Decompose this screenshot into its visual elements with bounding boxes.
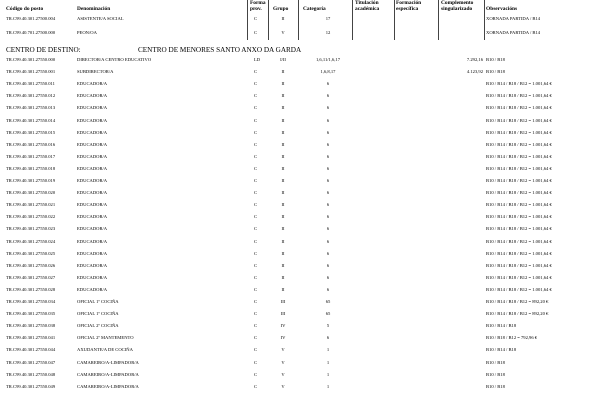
cell-observaciones: B10 / B14 / B18: [486, 347, 517, 353]
cell-categoria: 6: [326, 190, 330, 196]
cell-observaciones: B10 / B14 / B18 / B12 = 1.001,64 €: [486, 250, 552, 256]
cell-categoria: 6: [326, 335, 330, 341]
cell-denominacion: EDUCADOR/A: [77, 190, 108, 196]
cell-forma: C: [254, 93, 258, 99]
table-row: [0, 142, 612, 148]
cell-codigo: TR.C99.40.301.27550.049: [6, 383, 56, 389]
table-row: [0, 287, 612, 293]
cell-forma: C: [254, 153, 258, 159]
cell-grupo: IV: [280, 323, 286, 329]
cell-forma: C: [254, 323, 258, 329]
table-row: [0, 69, 612, 75]
cell-categoria: 6: [326, 105, 330, 111]
cell-codigo: TR.C99.40.701.27500.000: [6, 30, 56, 35]
cell-categoria: 6: [326, 202, 330, 208]
cell-forma: C: [254, 371, 258, 377]
cell-forma: C: [254, 30, 258, 35]
cell-denominacion: EDUCADOR/A: [77, 286, 108, 292]
cell-observaciones: B10 / B14 / B18 / B12 = 1.001,64 €: [486, 153, 552, 159]
cell-forma: C: [254, 178, 258, 183]
cell-categoria: 6: [326, 226, 330, 232]
cell-grupo: V: [281, 383, 285, 389]
cell-forma: C: [254, 117, 258, 123]
cell-grupo: II: [281, 16, 285, 21]
cell-denominacion: EDUCADOR/A: [77, 226, 108, 232]
cell-codigo: TR.C99.40.301.27550.038: [6, 323, 56, 329]
table-row: [0, 323, 612, 329]
cell-forma: C: [254, 16, 258, 21]
table-row: [0, 57, 612, 63]
cell-denominacion: EDUCADOR/A: [77, 250, 108, 256]
cell-denominacion: EDUCADOR/A: [77, 81, 108, 87]
cell-codigo: TR.C99.40.301.27550.047: [6, 359, 56, 365]
cell-codigo: TR.C99.40.301.27550.012: [6, 93, 56, 99]
cell-grupo: II: [281, 226, 285, 232]
cell-denominacion: EDUCADOR/A: [77, 202, 108, 208]
cell-codigo: TR.C99.40.301.27500.004: [6, 16, 56, 21]
cell-forma: C: [254, 190, 258, 196]
header-forma-prov: Forma prov.: [250, 0, 266, 12]
header-codigo: Código do posto: [6, 6, 44, 12]
cell-denominacion: EDUCADOR/A: [77, 105, 108, 111]
cell-observaciones: B10 / B14 / B18 / B12 = 1.001,64 €: [486, 226, 552, 232]
cell-codigo: TR.C99.40.301.27550.014: [6, 117, 56, 123]
cell-observaciones: B10 / B14 / B18 / B12 = 1.001,64 €: [486, 274, 552, 280]
cell-forma: C: [254, 226, 258, 232]
cell-observaciones: B10 / B18 / B12 = 792,96 €: [486, 335, 538, 341]
cell-categoria: 6: [326, 238, 330, 244]
cell-categoria: 6: [326, 141, 330, 147]
cell-grupo: III: [280, 311, 286, 317]
cell-observaciones: B10 / B14 / B18 / B12 = 1.001,64 €: [486, 105, 552, 111]
cell-categoria: 6: [326, 153, 330, 159]
cell-denominacion: OFICIAL 2º COCIÑA: [77, 323, 119, 329]
cell-forma: C: [254, 202, 258, 208]
cell-grupo: II: [281, 214, 285, 220]
cell-categoria: 6: [326, 250, 330, 256]
cell-forma: C: [254, 299, 258, 304]
cell-grupo: V: [281, 371, 285, 377]
cell-grupo: II: [281, 105, 285, 111]
table-row: [0, 226, 612, 232]
table-row: [0, 154, 612, 160]
cell-denominacion: EDUCADOR/A: [77, 274, 108, 280]
cell-codigo: TR.C99.40.301.27550.035: [6, 311, 56, 317]
cell-denominacion: EDUCADOR/A: [77, 141, 108, 147]
cell-codigo: TR.C99.40.301.27550.025: [6, 250, 56, 256]
cell-denominacion: EDUCADOR/A: [77, 214, 108, 220]
cell-forma: C: [254, 214, 258, 220]
cell-forma: C: [254, 81, 258, 87]
cell-forma: C: [254, 286, 258, 292]
cell-observaciones: B10 / B14 / B18 / B12 = 1.001,64 €: [486, 178, 552, 183]
cell-categoria: 5: [326, 323, 330, 329]
cell-codigo: TR.C99.40.301.27550.011: [6, 81, 55, 87]
section-label: CENTRO DE DESTINO:: [6, 46, 81, 54]
cell-observaciones: B10 / B14 / B18 / B12 = 1.001,64 €: [486, 286, 552, 292]
cell-categoria: 1,6,11/1,6,17: [315, 57, 341, 62]
cell-denominacion: ASISTENTE/A SOCIAL: [77, 16, 124, 21]
cell-denominacion: EDUCADOR/A: [77, 178, 108, 183]
cell-observaciones: B10 / B14 / B18 / B12 = 1.001,64 €: [486, 93, 552, 99]
cell-grupo: II: [281, 274, 285, 280]
header-observaciones: Observacións: [486, 6, 518, 12]
cell-observaciones: B10 / B18: [486, 57, 505, 62]
cell-codigo: TR.C99.40.301.27550.022: [6, 214, 56, 220]
cell-forma: C: [254, 335, 258, 341]
cell-categoria: 17: [325, 16, 331, 21]
cell-grupo: II: [281, 202, 285, 208]
cell-codigo: TR.C99.40.301.27550.041: [6, 335, 56, 341]
cell-observaciones: XORNADA PARTIDA / B14: [486, 16, 541, 21]
cell-observaciones: B10 / B14 / B18 / B12 = 1.001,64 €: [486, 117, 552, 123]
cell-observaciones: B10 / B14 / B18 / B12 = 1.001,64 €: [486, 81, 552, 87]
cell-categoria: 6: [326, 81, 330, 87]
cell-codigo: TR.C99.40.301.27550.017: [6, 153, 56, 159]
cell-codigo: TR.C99.40.301.27550.020: [6, 190, 56, 196]
cell-categoria: 1: [326, 359, 330, 365]
cell-observaciones: B10 / B14 / B18 / B12 = 1.001,64 €: [486, 238, 552, 244]
cell-grupo: II: [281, 141, 285, 147]
cell-grupo: V: [281, 30, 285, 35]
cell-forma: LD: [254, 57, 261, 62]
table-row: [0, 202, 612, 208]
cell-categoria: 6: [326, 129, 330, 135]
cell-codigo: TR.C99.40.301.27550.016: [6, 141, 56, 147]
cell-codigo: TR.C99.40.301.27550.027: [6, 274, 56, 280]
cell-denominacion: EDUCADOR/A: [77, 129, 108, 135]
cell-categoria: 6: [326, 178, 330, 183]
cell-observaciones: B10 / B14 / B18 / B12 = 1.001,64 €: [486, 262, 552, 268]
table-row: [0, 130, 612, 136]
cell-observaciones: B10 / B14 / B18 / B12 = 1.001,64 €: [486, 141, 552, 147]
cell-grupo: II: [281, 81, 285, 87]
cell-observaciones: B10 / B14 / B18 / B12 = 892,20 €: [486, 299, 549, 304]
cell-grupo: II: [281, 93, 285, 99]
cell-observaciones: B10 / B14 / B18 / B12 = 1.001,64 €: [486, 214, 552, 220]
cell-forma: C: [254, 141, 258, 147]
cell-categoria: 6: [326, 117, 330, 123]
cell-forma: C: [254, 69, 258, 75]
cell-denominacion: CAMAREIRO/A-LIMPADOR/A: [77, 371, 139, 377]
table-row: [0, 372, 612, 378]
header-titulacion: Titulación académica: [355, 0, 380, 12]
cell-grupo: II: [281, 286, 285, 292]
cell-grupo: II: [281, 250, 285, 256]
table-row: [0, 105, 612, 111]
cell-codigo: TR.C99.40.301.27550.019: [6, 178, 56, 183]
cell-grupo: II: [281, 117, 285, 123]
cell-codigo: TR.C99.40.301.27550.028: [6, 286, 56, 292]
cell-categoria: 6: [326, 262, 330, 268]
cell-codigo: TR.C99.40.301.27550.026: [6, 262, 56, 268]
table-row: [0, 347, 612, 353]
cell-denominacion: PEON/OA: [77, 30, 97, 35]
cell-categoria: 6: [326, 286, 330, 292]
cell-grupo: II: [281, 262, 285, 268]
table-row: [0, 335, 612, 341]
cell-categoria: 1: [326, 371, 330, 377]
cell-grupo: II: [281, 178, 285, 183]
header-grupo: Grupo: [273, 6, 289, 12]
cell-forma: C: [254, 250, 258, 256]
cell-denominacion: EDUCADOR/A: [77, 165, 108, 171]
cell-denominacion: EDUCADOR/A: [77, 93, 108, 99]
cell-denominacion: SUBDIRECTOR/A: [77, 69, 114, 75]
cell-forma: C: [254, 347, 258, 353]
cell-denominacion: OFICIAL 1º COCIÑA: [77, 299, 119, 304]
cell-grupo: III: [280, 299, 286, 304]
cell-categoria: 6: [326, 214, 330, 220]
cell-complemento: 4.123,92: [466, 69, 483, 75]
cell-grupo: IV: [280, 335, 286, 341]
cell-observaciones: B10 / B14 / B18 / B12 = 1.001,64 €: [486, 190, 552, 196]
table-row: [0, 118, 612, 124]
cell-observaciones: B10 / B14 / B18 / B12 = 1.001,64 €: [486, 202, 552, 208]
cell-grupo: II: [281, 153, 285, 159]
cell-denominacion: DIRECTOR/A CENTRO EDUCATIVO: [77, 57, 152, 62]
cell-grupo: II: [281, 190, 285, 196]
cell-grupo: I/II: [280, 57, 286, 62]
header-formacion: Formación específica: [396, 0, 422, 12]
cell-observaciones: B10 / B14 / B18 / B12 = 1.001,64 €: [486, 165, 552, 171]
cell-codigo: TR.C99.40.301.27550.023: [6, 226, 56, 232]
cell-observaciones: B10 / B18: [486, 383, 505, 389]
cell-denominacion: OFICIAL 1º COCIÑA: [77, 311, 119, 317]
cell-codigo: TR.C99.40.301.27550.024: [6, 238, 56, 244]
cell-codigo: TR.C99.40.301.27550.048: [6, 371, 56, 377]
cell-forma: C: [254, 129, 258, 135]
table-row: [0, 275, 612, 281]
cell-denominacion: EDUCADOR/A: [77, 153, 108, 159]
cell-denominacion: CAMAREIRO/A-LIMPADOR/A: [77, 359, 139, 365]
cell-forma: C: [254, 105, 258, 111]
cell-observaciones: B10 / B14 / B18 / B12 = 892,20 €: [486, 311, 549, 317]
cell-observaciones: B10 / B18: [486, 359, 505, 365]
cell-grupo: II: [281, 238, 285, 244]
table-row: [0, 214, 612, 220]
table-row: [0, 384, 612, 390]
cell-codigo: TR.C99.40.301.27550.034: [6, 299, 56, 304]
table-row: [0, 30, 612, 36]
cell-complemento: 7.292,16: [466, 57, 483, 62]
cell-denominacion: CAMAREIRO/A-LIMPADOR/A: [77, 383, 139, 389]
cell-categoria: 65: [325, 311, 331, 317]
table-row: [0, 263, 612, 269]
cell-codigo: TR.C99.40.301.27550.018: [6, 165, 56, 171]
cell-forma: C: [254, 165, 258, 171]
cell-observaciones: B10 / B14 / B18: [486, 323, 517, 329]
cell-denominacion: OFICIAL 2º MANTEMENTO: [77, 335, 134, 341]
cell-categoria: 6: [326, 274, 330, 280]
header-complemento: Complemento singularizado: [441, 0, 474, 12]
cell-denominacion: AXUDANTE/A DE COCIÑA: [77, 347, 133, 353]
cell-categoria: 65: [325, 299, 331, 304]
cell-observaciones: B10 / B18: [486, 69, 505, 75]
table-row: [0, 81, 612, 87]
cell-grupo: II: [281, 129, 285, 135]
cell-grupo: II: [281, 165, 285, 171]
table-row: [0, 93, 612, 99]
cell-codigo: TR.C99.40.301.27550.013: [6, 105, 56, 111]
table-row: [0, 178, 612, 184]
cell-denominacion: EDUCADOR/A: [77, 238, 108, 244]
cell-forma: C: [254, 262, 258, 268]
cell-grupo: V: [281, 359, 285, 365]
section-name: CENTRO DE MENORES SANTO ANXO DA GARDA: [138, 46, 302, 54]
cell-forma: C: [254, 311, 258, 317]
table-row: [0, 299, 612, 305]
cell-observaciones: B10 / B18: [486, 371, 505, 377]
table-row: [0, 360, 612, 366]
cell-categoria: 1: [326, 347, 330, 353]
cell-denominacion: EDUCADOR/A: [77, 262, 108, 268]
table-row: [0, 311, 612, 317]
table-row: [0, 16, 612, 22]
cell-grupo: II: [281, 69, 285, 75]
cell-codigo: TR.C99.40.301.27550.044: [6, 347, 56, 353]
table-row: [0, 239, 612, 245]
header-categoria: Categoría: [303, 6, 326, 12]
cell-forma: C: [254, 383, 258, 389]
cell-grupo: V: [281, 347, 285, 353]
cell-forma: C: [254, 359, 258, 365]
cell-forma: C: [254, 274, 258, 280]
cell-categoria: 12: [325, 30, 331, 35]
table-row: [0, 190, 612, 196]
cell-observaciones: XORNADA PARTIDA / B14: [486, 30, 541, 35]
table-row: [0, 166, 612, 172]
cell-forma: C: [254, 238, 258, 244]
cell-categoria: 1: [326, 383, 330, 389]
header-denominacion: Denominación: [77, 6, 111, 12]
cell-observaciones: B10 / B14 / B18 / B12 = 1.001,64 €: [486, 129, 552, 135]
cell-codigo: TR.C99.40.301.27550.000: [6, 57, 56, 62]
cell-codigo: TR.C99.40.301.27550.015: [6, 129, 56, 135]
cell-categoria: 6: [326, 93, 330, 99]
cell-codigo: TR.C99.40.301.27550.001: [6, 69, 56, 75]
cell-categoria: 1,6,8,17: [320, 69, 336, 75]
cell-categoria: 6: [326, 165, 330, 171]
cell-denominacion: EDUCADOR/A: [77, 117, 108, 123]
table-row: [0, 251, 612, 257]
cell-codigo: TR.C99.40.301.27550.021: [6, 202, 56, 208]
